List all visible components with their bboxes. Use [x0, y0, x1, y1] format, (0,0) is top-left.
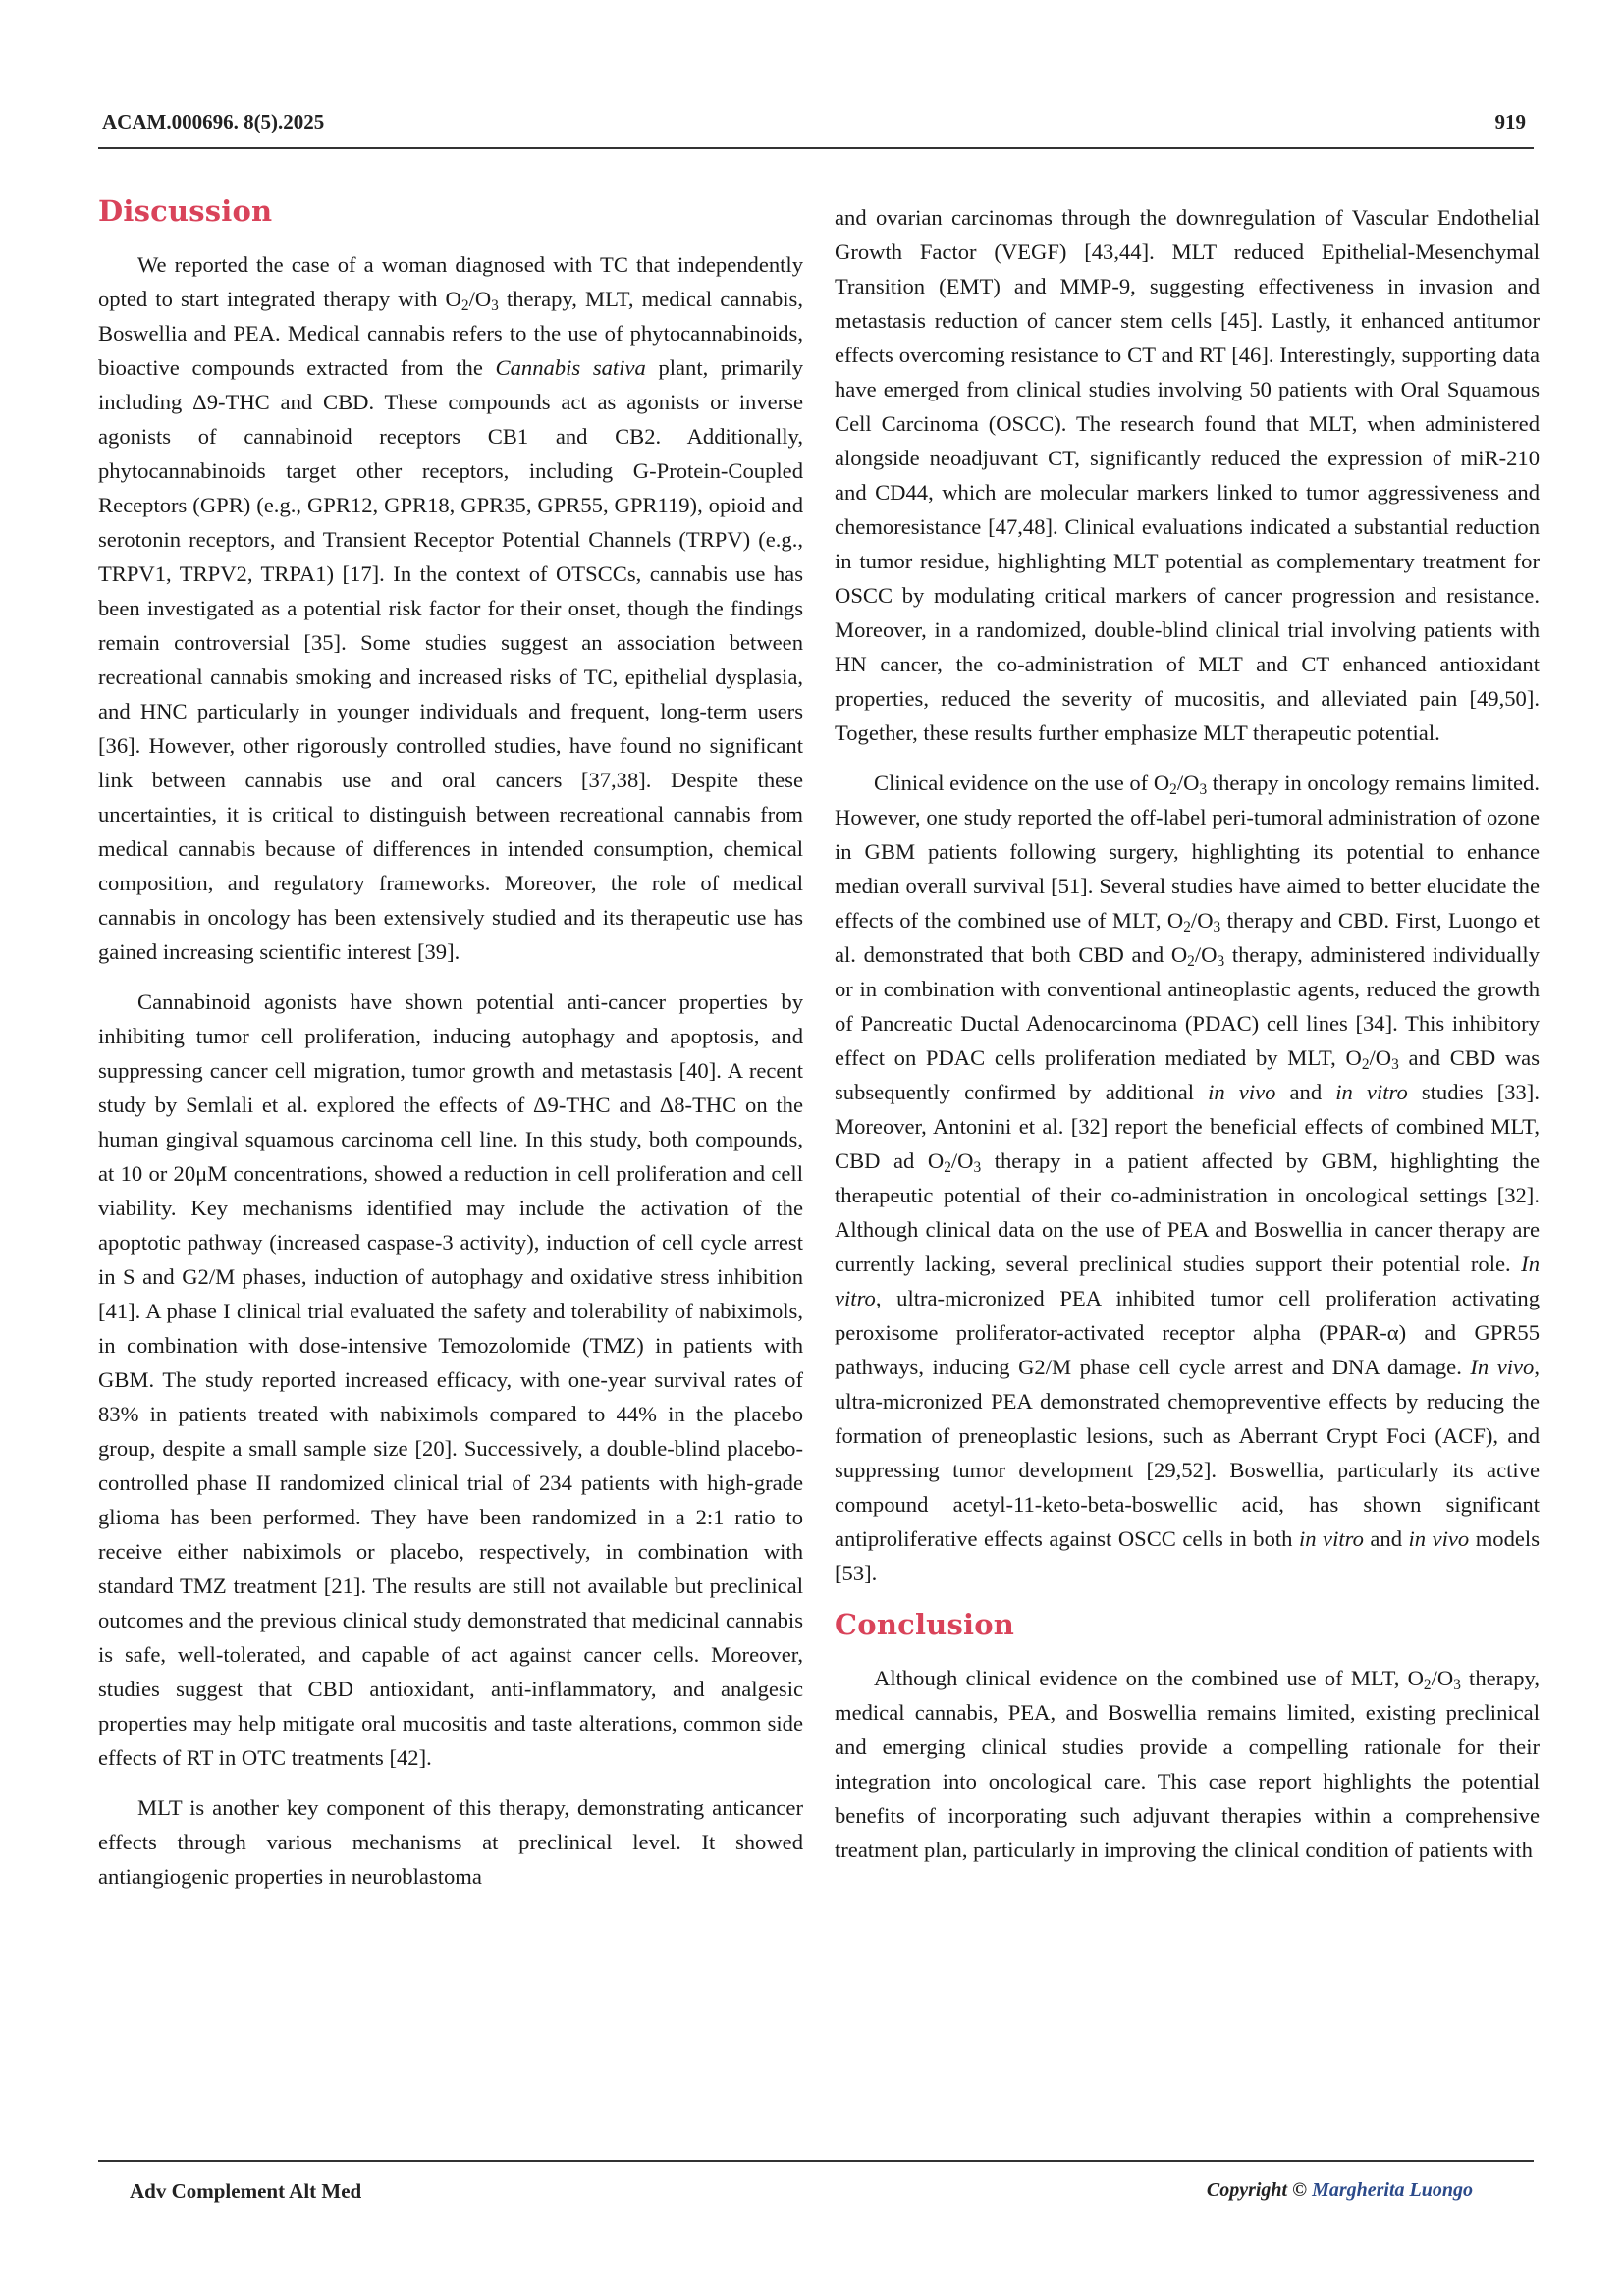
paragraph: MLT is another key component of this therapy, demonstrating anticancer effects through various mechanisms at preclinical level. It showed antiangiogenic properties in neuroblastoma	[98, 1795, 803, 1889]
paragraph: We reported the case of a woman diagnosed with TC that independently opted to start integrated therapy with $O_2/O_3$ therapy, MLT, medical cannabis, Boswellia and PEA. Medical cannabis refers to the use of phytocannabinoids, bioactive compounds extracted from the Cannabis sativa plant, primarily including Δ9-THC and CBD. These compounds act as agonists or inverse agonists of cannabinoid receptors CB1 and CB2. Additionally, phytocannabinoids target other receptors, including G-Protein-Coupled Receptors (GPR) (e.g., GPR12, GPR18, GPR35, GPR55, GPR119), opioid and serotonin receptors, and Transient Receptor Potential Channels (TRPV) (e.g., TRPV1, TRPV2, TRPA1) [17]. In the context of OTSCCs, cannabis use has been investigated as a potential risk factor for their onset, though the findings remain controversial [35]. Some studies suggest an association between recreational cannabis smoking and increased risks of TC, epithelial dysplasia, and HNC particularly in younger individuals and frequent, long-term users [36]. However, other rigorously controlled studies, have found no significant link between cannabis use and oral cancers [37,38]. Despite these uncertainties, it is critical to distinguish between recreational cannabis from medical cannabis because of differences in intended consumption, chemical composition, and regulatory frameworks. Moreover, the role of medical cannabis in oncology has been extensively studied and its therapeutic use has gained increasing scientific interest [39].	[98, 252, 803, 964]
section-title-discussion: Discussion	[98, 194, 273, 228]
author-name: Margherita Luongo	[1312, 2179, 1473, 2201]
right-column	[835, 200, 1540, 1883]
journal-id: ACAM.000696. 8(5).2025	[102, 110, 325, 133]
copyright-notice	[1207, 2179, 1473, 2202]
page-header	[98, 106, 1534, 149]
section-title-conclusion: Conclusion	[835, 1608, 1015, 1641]
paragraph: Cannabinoid agonists have shown potential anti-cancer properties by inhibiting tumor cell proliferation, inducing autophagy and apoptosis, and suppressing cancer cell migration, tumor growth and metastasis [40]. A recent study by Semlali et al. explored the effects of Δ9-THC and Δ8-THC on the human gingival squamous carcinoma cell line. In this study, both compounds, at 10 or 20μM concentrations, showed a reduction in cell proliferation and cell viability. Key mechanisms identified may include the activation of the apoptotic pathway (increased caspase-3 activity), induction of cell cycle arrest in S and G2/M phases, induction of autophagy and oxidative stress inhibition [41]. A phase I clinical trial evaluated the safety and tolerability of nabiximols, in combination with dose-intensive Temozolomide (TMZ) in patients with GBM. The study reported increased efficacy, with one-year survival rates of 83% in patients treated with nabiximols compared to 44% in the placebo group, despite a small sample size [20]. Successively, a double-blind placebo-controlled phase II randomized clinical trial of 234 patients with high-grade glioma has been performed. They have been randomized in a 2:1 ratio to receive either nabiximols or placebo, respectively, in combination with standard TMZ treatment [21]. The results are still not available but preclinical outcomes and the previous clinical study demonstrated that medicinal cannabis is safe, well-tolerated, and capable of act against cancer cells. Moreover, studies suggest that CBD antioxidant, anti-inflammatory, and analgesic properties may help mitigate oral mucositis and taste alterations, common side effects of RT in OTC treatments [42].	[98, 989, 803, 1770]
page-number: 919	[1494, 110, 1526, 133]
paragraph-continued: and ovarian carcinomas through the downregulation of Vascular Endothelial Growth Factor (VEGF) [43,44]. MLT reduced Epithelial-Mesenchymal Transition (EMT) and MMP-9, suggesting effectiveness in invasion and metastasis reduction of cancer stem cells [45]. Lastly, it enhanced antitumor effects overcoming resistance to CT and RT [46]. Interestingly, supporting data have emerged from clinical studies involving 50 patients with Oral Squamous Cell Carcinoma (OSCC). The research found that MLT, when administered alongside neoadjuvant CT, significantly reduced the expression of miR-210 and CD44, which are molecular markers linked to tumor aggressiveness and chemoresistance [47,48]. Clinical evaluations indicated a substantial reduction in tumor residue, highlighting MLT potential as complementary treatment for OSCC by modulating critical markers of cancer progression and resistance. Moreover, in a randomized, double-blind clinical trial involving patients with HN cancer, the co-administration of MLT and CT enhanced antioxidant properties, reduced the severity of mucositis, and alleviated pain [49,50]. Together, these results further emphasize MLT therapeutic potential.	[835, 205, 1540, 745]
paragraph: Clinical evidence on the use of $O_2/O_3$ therapy in oncology remains limited. However, one study reported the off-label peri-tumoral administration of ozone in GBM patients following surgery, highlighting its potential to enhance median overall survival [51]. Several studies have aimed to better elucidate the effects of the combined use of MLT, $O_2/O_3$ therapy and CBD. First, Luongo et al. demonstrated that both CBD and $O_2/O_3$ therapy, administered individually or in combination with conventional antineoplastic agents, reduced the growth of Pancreatic Ductal Adenocarcinoma (PDAC) cell lines [34]. This inhibitory effect on PDAC cells proliferation mediated by MLT, $O_2/O_3$ and CBD was subsequently confirmed by additional in vivo and in vitro studies [33]. Moreover, Antonini et al. [32] report the beneficial effects of combined MLT, CBD ad $O_2/O_3$ therapy in a patient affected by GBM, highlighting the therapeutic potential of their co-administration in oncological settings [32]. Although clinical data on the use of PEA and Boswellia in cancer therapy are currently lacking, several preclinical studies support their potential role. In vitro, ultra-micronized PEA inhibited tumor cell proliferation activating peroxisome proliferator-activated receptor alpha (PPAR-α) and GPR55 pathways, inducing G2/M phase cell cycle arrest and DNA damage. In vivo, ultra-micronized PEA demonstrated chemopreventive effects by reducing the formation of preneoplastic lesions, such as Aberrant Crypt Foci (ACF), and suppressing tumor development [29,52]. Boswellia, particularly its active compound acetyl-11-keto-beta-boswellic acid, has shown significant antiproliferative effects against OSCC cells in both in vitro and in vivo models [53].	[835, 771, 1541, 1585]
journal-name: Adv Complement Alt Med	[130, 2179, 362, 2203]
copyright-label: Copyright ©	[1206, 2179, 1308, 2201]
left-column	[98, 192, 803, 1909]
page-footer	[98, 2160, 1534, 2203]
paragraph: Although clinical evidence on the combined use of MLT, $O_2/O_3$ therapy, medical cannabis, PEA, and Boswellia remains limited, existing preclinical and emerging clinical studies provide a compelling rationale for their integration into oncological care. This case report highlights the potential benefits of incorporating such adjuvant therapies within a comprehensive treatment plan, particularly in improving the clinical condition of patients with	[835, 1666, 1540, 1862]
